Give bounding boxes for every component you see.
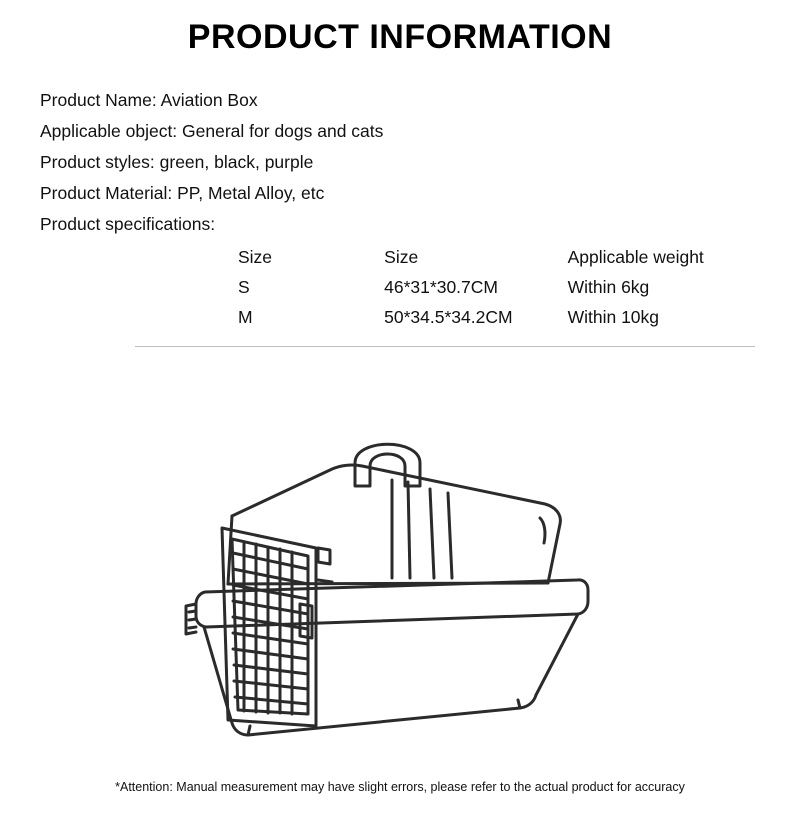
cell-weight-s: Within 6kg [567, 277, 650, 297]
section-divider [135, 346, 755, 347]
cell-size-m: M [238, 307, 253, 327]
cell-dimensions-s: 46*31*30.7CM [384, 277, 498, 297]
table-row [200, 302, 760, 332]
spec-applicable-object: Applicable object: General for dogs and cats [40, 121, 384, 141]
page-title: PRODUCT INFORMATION [187, 18, 613, 56]
cell-size-s: S [238, 277, 250, 297]
table-header-size: Size [238, 247, 273, 267]
table-header-row [200, 242, 760, 272]
size-table [200, 242, 760, 332]
spec-product-styles: Product styles: green, black, purple [40, 152, 314, 172]
spec-product-name: Product Name: Aviation Box [40, 90, 258, 110]
table-row [200, 272, 760, 302]
spec-specifications-label: Product specifications: [40, 214, 216, 234]
cell-dimensions-m: 50*34.5*34.2CM [384, 307, 513, 327]
pet-carrier-illustration [0, 408, 800, 758]
specification-block [40, 85, 760, 347]
table-header-dimensions: Size [384, 247, 419, 267]
product-information-page [0, 18, 800, 818]
footnote-attention: *Attention: Manual measurement may have slight errors, please refer to the actual product for accuracy [115, 780, 685, 794]
table-header-weight: Applicable weight [567, 247, 704, 267]
spec-product-material: Product Material: PP, Metal Alloy, etc [40, 183, 325, 203]
cell-weight-m: Within 10kg [567, 307, 660, 327]
